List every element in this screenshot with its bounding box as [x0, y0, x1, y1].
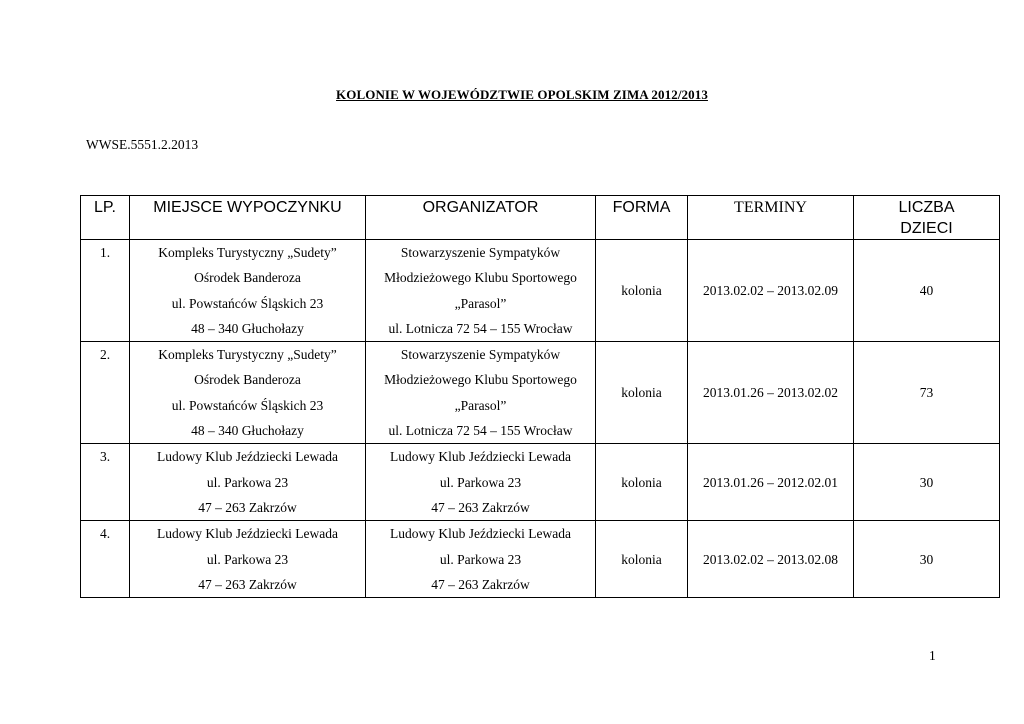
- cell-dates: 2013.01.26 – 2012.02.01: [688, 444, 854, 521]
- cell-lp: 2.: [81, 342, 130, 444]
- place-line: Kompleks Turystyczny „Sudety”: [158, 347, 337, 363]
- table-row: [81, 240, 1000, 342]
- organizer-line: 47 – 263 Zakrzów: [431, 576, 530, 592]
- cell-dates: 2013.02.02 – 2013.02.08: [688, 521, 854, 598]
- cell-form: kolonia: [596, 444, 688, 521]
- place-line: 47 – 263 Zakrzów: [198, 499, 297, 515]
- organizer-line: „Parasol”: [454, 397, 507, 413]
- cell-count: 30: [854, 444, 1000, 521]
- header-lp: LP.: [81, 196, 130, 240]
- cell-organizer: [366, 521, 596, 598]
- header-form: FORMA: [596, 196, 688, 240]
- organizer-line: Stowarzyszenie Sympatyków: [400, 347, 561, 363]
- place-line: Ludowy Klub Jeździecki Lewada: [156, 526, 339, 542]
- table-row: [81, 521, 1000, 598]
- place-line: ul. Powstańców Śląskich 23: [171, 397, 324, 413]
- cell-place: [130, 342, 366, 444]
- cell-lp: 1.: [81, 240, 130, 342]
- place-line: Ośrodek Banderoza: [194, 372, 301, 388]
- cell-form: kolonia: [596, 240, 688, 342]
- header-count-line1: LICZBA: [898, 199, 955, 216]
- cell-dates: 2013.01.26 – 2013.02.02: [688, 342, 854, 444]
- cell-lp: 4.: [81, 521, 130, 598]
- place-line: ul. Powstańców Śląskich 23: [171, 295, 324, 311]
- header-count: [854, 196, 1000, 240]
- cell-place: [130, 444, 366, 521]
- header-organizer: ORGANIZATOR: [366, 196, 596, 240]
- organizer-line: ul. Parkowa 23: [439, 551, 522, 567]
- organizer-line: „Parasol”: [454, 295, 507, 311]
- cell-organizer: [366, 342, 596, 444]
- reference-number: WWSE.5551.2.2013: [86, 137, 199, 152]
- page-number: 1: [929, 648, 936, 663]
- place-line: ul. Parkowa 23: [206, 474, 289, 490]
- organizer-line: 47 – 263 Zakrzów: [431, 499, 530, 515]
- organizer-line: ul. Lotnicza 72 54 – 155 Wrocław: [388, 423, 573, 439]
- cell-form: kolonia: [596, 521, 688, 598]
- table-row: [81, 342, 1000, 444]
- organizer-line: Młodzieżowego Klubu Sportowego: [384, 270, 577, 286]
- document-title: KOLONIE W WOJEWÓDZTWIE OPOLSKIM ZIMA 2012/2013: [336, 87, 708, 102]
- header-place: MIEJSCE WYPOCZYNKU: [130, 196, 366, 240]
- place-line: 47 – 263 Zakrzów: [198, 576, 297, 592]
- organizer-line: ul. Lotnicza 72 54 – 155 Wrocław: [388, 320, 573, 336]
- organizer-line: ul. Parkowa 23: [439, 474, 522, 490]
- organizer-line: Młodzieżowego Klubu Sportowego: [384, 372, 577, 388]
- camps-table: [80, 195, 1000, 598]
- place-line: 48 – 340 Głuchołazy: [191, 320, 304, 336]
- place-line: 48 – 340 Głuchołazy: [191, 423, 304, 439]
- cell-count: 73: [854, 342, 1000, 444]
- organizer-line: Ludowy Klub Jeździecki Lewada: [389, 449, 572, 465]
- place-line: ul. Parkowa 23: [206, 551, 289, 567]
- cell-place: [130, 240, 366, 342]
- cell-place: [130, 521, 366, 598]
- table-row: [81, 444, 1000, 521]
- organizer-line: Ludowy Klub Jeździecki Lewada: [389, 526, 572, 542]
- cell-organizer: [366, 444, 596, 521]
- header-count-line2: DZIECI: [900, 220, 953, 237]
- cell-count: 30: [854, 521, 1000, 598]
- place-line: Ludowy Klub Jeździecki Lewada: [156, 449, 339, 465]
- place-line: Ośrodek Banderoza: [194, 270, 301, 286]
- cell-dates: 2013.02.02 – 2013.02.09: [688, 240, 854, 342]
- cell-organizer: [366, 240, 596, 342]
- organizer-line: Stowarzyszenie Sympatyków: [400, 245, 561, 260]
- cell-lp: 3.: [81, 444, 130, 521]
- place-line: Kompleks Turystyczny „Sudety”: [158, 245, 337, 260]
- cell-form: kolonia: [596, 342, 688, 444]
- header-dates: TERMINY: [688, 196, 854, 240]
- table-header-row: [81, 196, 1000, 240]
- cell-count: 40: [854, 240, 1000, 342]
